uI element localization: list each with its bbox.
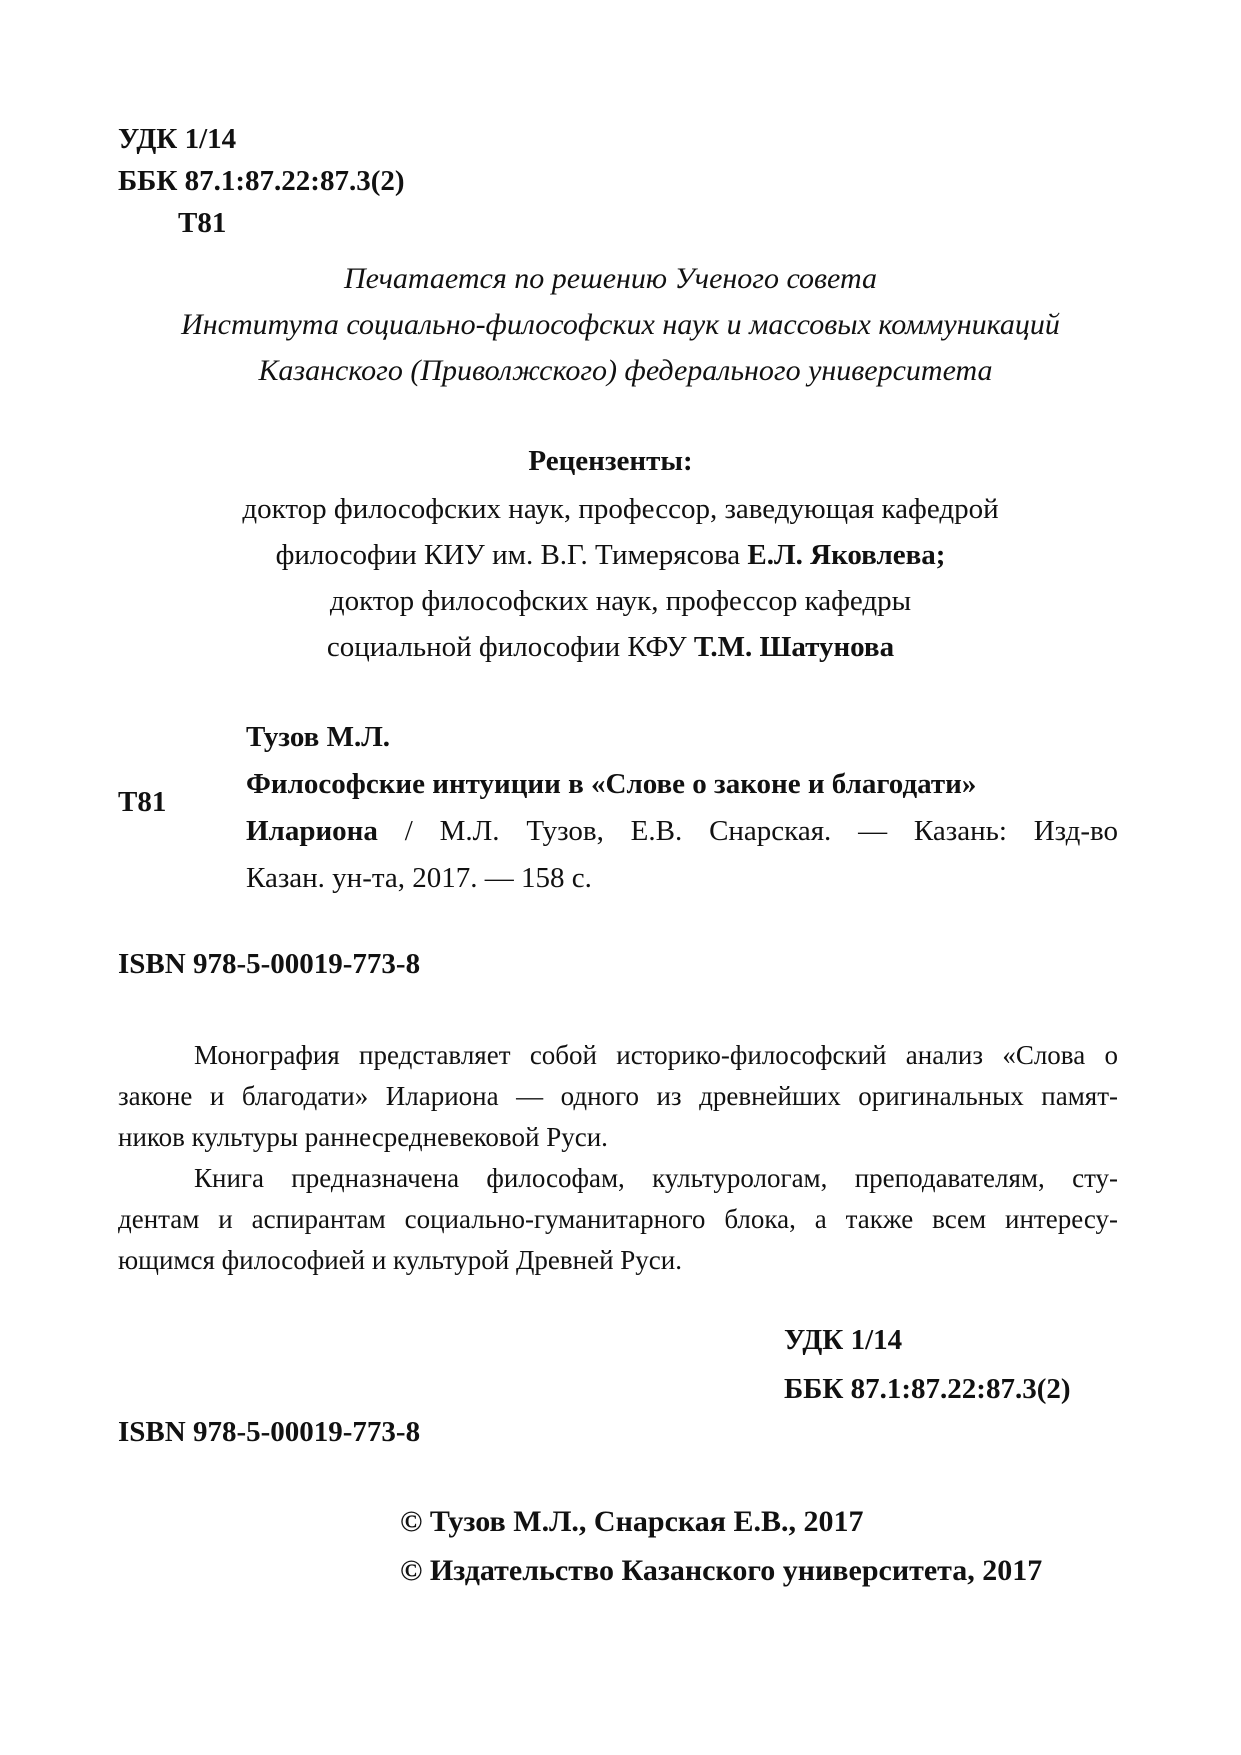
- udk-code: УДК 1/14: [118, 123, 237, 155]
- reviewers-block: [0, 438, 1241, 670]
- reviewers-heading: Рецензенты:: [528, 445, 693, 477]
- reviewer-affiliation: социальной философии КФУ: [326, 631, 694, 663]
- reviewer-line: доктор философских наук, профессор кафедры: [329, 585, 912, 617]
- decision-line: Института социально-философских наук и массовых коммуникаций: [181, 308, 1060, 341]
- reviewer-line: [0, 624, 1241, 670]
- biblio-publication: Казан. ун-та, 2017. — 158 с.: [246, 862, 592, 894]
- annotation-line: ников культуры раннесредневековой Руси.: [118, 1122, 608, 1152]
- copyright-publisher: © Издательство Казанского университета, 2017: [400, 1554, 1043, 1587]
- biblio-responsibility: / М.Л. Тузов, Е.В. Снарская. — Казань: Изд-во: [377, 815, 1118, 847]
- reviewer-name: Е.Л. Яковлева;: [747, 539, 946, 571]
- bbk-code: ББК 87.1:87.22:87.3(2): [784, 1373, 1071, 1405]
- biblio-title: Философские интуиции в «Слове о законе и благодати»: [246, 768, 977, 800]
- publication-decision: [0, 256, 1241, 394]
- decision-line: Казанского (Приволжского) федерального университета: [258, 354, 993, 387]
- biblio-title-cont: [246, 808, 1118, 855]
- bibliographic-record: [246, 714, 1118, 902]
- copyright-block: [400, 1497, 1042, 1595]
- isbn-top: ISBN 978-5-00019-773-8: [118, 948, 421, 980]
- decision-line: Печатается по решению Ученого совета: [343, 262, 878, 295]
- author-mark: Т81: [178, 207, 227, 239]
- reviewer-line: доктор философских наук, профессор, заведующая кафедрой: [242, 493, 999, 525]
- copyright-authors: © Тузов М.Л., Снарская Е.В., 2017: [400, 1505, 864, 1538]
- biblio-author: Тузов М.Л.: [246, 721, 391, 753]
- biblio-title-end: Илариона: [246, 815, 378, 847]
- reviewer-name: Т.М. Шатунова: [693, 631, 895, 663]
- annotation-line: Монография представляет собой историко-философский анализ «Слова о: [194, 1040, 1118, 1070]
- annotation: [118, 1035, 1118, 1281]
- udk-code: УДК 1/14: [784, 1324, 903, 1356]
- annotation-line: дентам и аспирантам социально-гуманитарного блока, а также всем интересу-: [118, 1204, 1118, 1234]
- classification-codes-bottom: [784, 1316, 1071, 1414]
- isbn-bottom: ISBN 978-5-00019-773-8: [118, 1416, 421, 1448]
- annotation-line: Книга предназначена философам, культурологам, преподавателям, сту-: [194, 1163, 1118, 1193]
- classification-codes-top: [118, 118, 405, 244]
- bbk-code: ББК 87.1:87.22:87.3(2): [118, 165, 405, 197]
- biblio-author-mark: Т81: [118, 786, 167, 818]
- reviewer-affiliation: философии КИУ им. В.Г. Тимерясова: [275, 539, 748, 571]
- reviewer-line: [0, 532, 1241, 578]
- annotation-line: ющимся философией и культурой Древней Руси.: [118, 1245, 682, 1275]
- annotation-line: законе и благодати» Илариона — одного из древнейших оригинальных памят-: [118, 1081, 1118, 1111]
